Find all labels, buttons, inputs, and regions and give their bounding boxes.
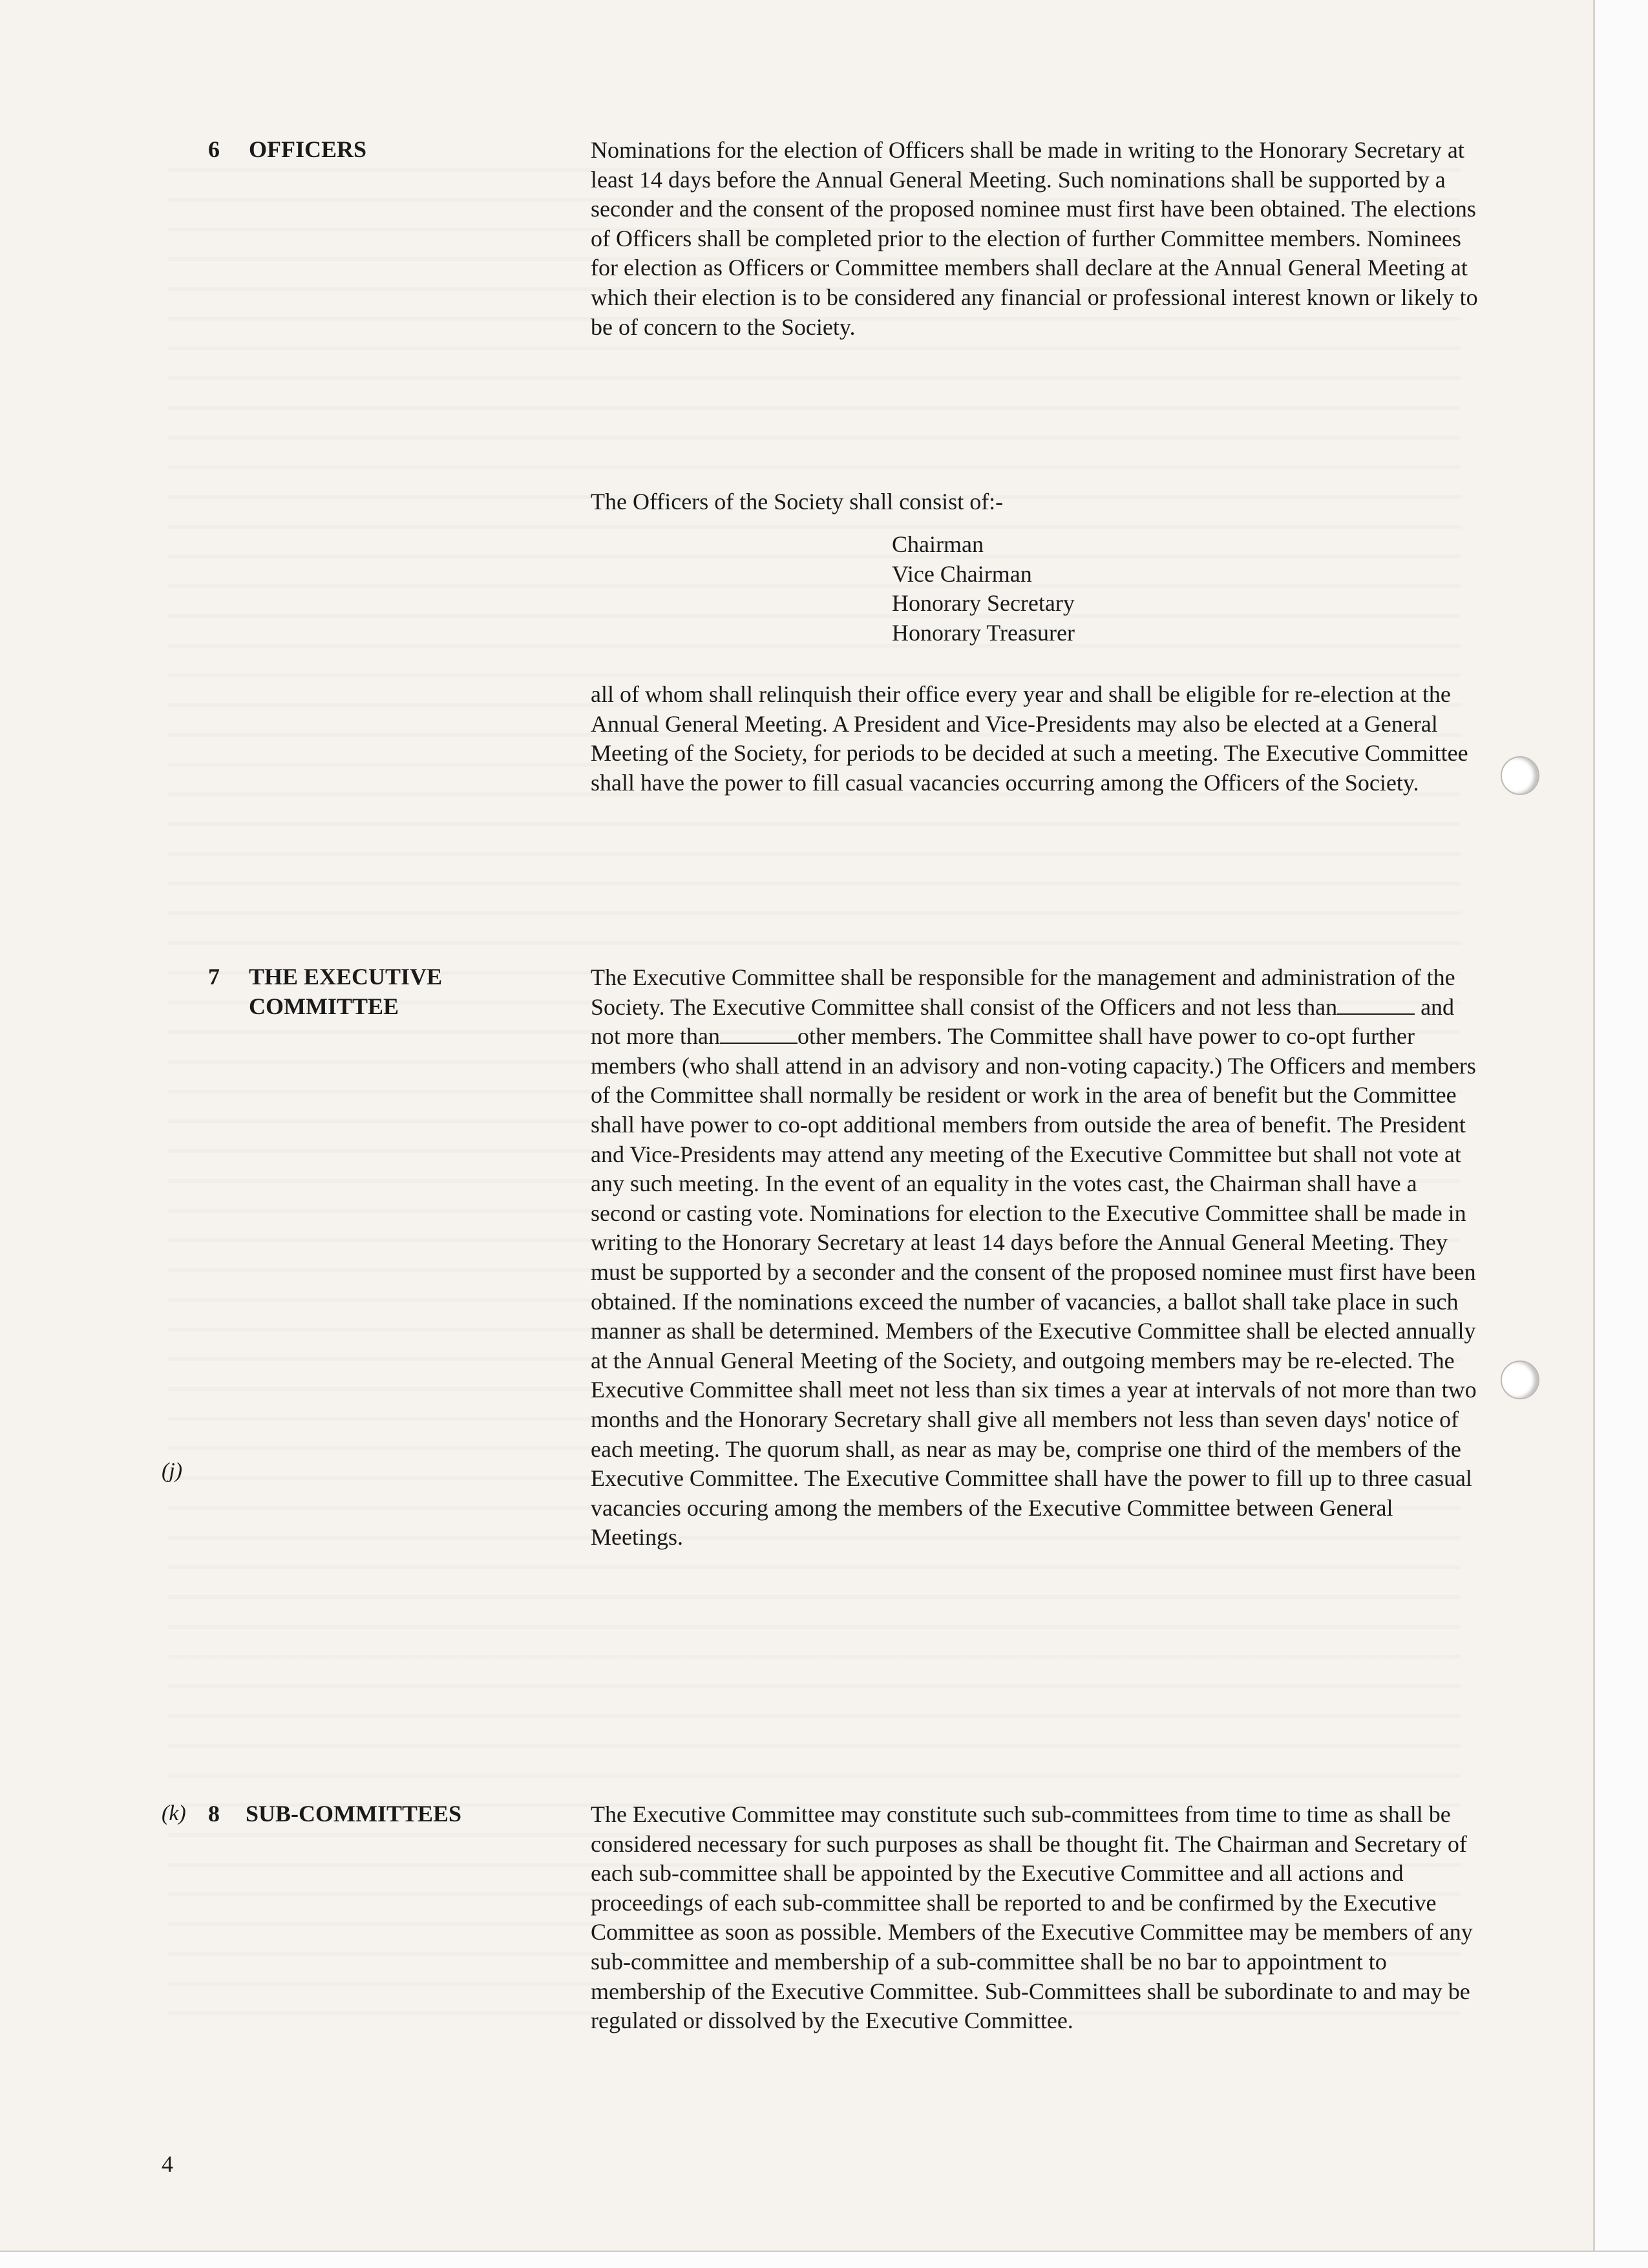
- officer-item: Vice Chairman: [892, 560, 1032, 587]
- page-edge: [1593, 0, 1648, 2267]
- section-number: 7: [208, 964, 220, 990]
- officers-paragraph-1: Nominations for the election of Officers shall be made in writing to the Honorary Secretary at least 14 days before the Annual General Meeting. Such nominations shall be supported by a seconder and the consent of the proposed nominee must first have been obtained. The elections of Officers shall be completed prior to the election of further Committee members. Nominees for election as Officers or Committee members shall declare at the Annual General Meeting at which their election is to be considered any financial or professional interest known or likely to be of concern to the Society.: [591, 137, 1478, 340]
- section-title: OFFICERS: [249, 136, 367, 162]
- officers-list-intro: The Officers of the Society shall consist of:-: [591, 489, 1004, 514]
- section-number: 8: [208, 1801, 220, 1827]
- section-title-line: COMMITTEE: [249, 993, 399, 1019]
- executive-text-part: other members. The Committee shall have power to co-opt further members (who shall attend in an advisory and non-voting capacity.) The Officers and members of the Committee shall normally be resident or work in the area of benefit but the Committee shall have power to co-opt additional members from outside the area of benefit. The President and Vice-Presidents may attend any meeting of the Executive Committee but shall not vote at any such meeting. In the event of an equality in the votes cast, the Chairman shall have a second or casting vote. Nominations for election to the Executive Committee shall be made in writing to the Honorary Secretary at least 14 days before the Annual General Meeting. They must be supported by a seconder and the consent of the proposed nominee must first have been obtained. If the nominations exceed the number of vacancies, a ballot shall take place in such manner as shall be determined. Members of the Executive Committee shall be elected annually at the Annual General Meeting of the Society, and outgoing members may be re-elected. The Executive Committee shall meet not less than six times a year at intervals of not more than two months and the Honorary Secretary shall give all members not less than seven days' notice of each meeting. The quorum shall, as near as may be, comprise one third of the members of the Executive Committee. The Executive Committee shall have the power to fill up to three casual vacancies occuring among the members of the Executive Committee between General Meetings.: [591, 1023, 1477, 1551]
- executive-text-part: and not more than: [591, 993, 1455, 1050]
- officers-list: [892, 530, 1075, 648]
- margin-label: (j): [162, 1459, 183, 1483]
- punch-hole: [1501, 1361, 1539, 1399]
- blank-line: [720, 1023, 798, 1044]
- punch-hole: [1501, 756, 1539, 795]
- blank-line: [1337, 994, 1415, 1015]
- executive-text-part: The Executive Committee shall be responsible for the management and administration of the Society. The Executive Committee shall consist of the Officers and not less than: [591, 964, 1455, 1020]
- officer-item: Chairman: [892, 531, 984, 557]
- section-title: SUB-COMMITTEES: [246, 1801, 462, 1827]
- section-title: [249, 962, 507, 1021]
- officer-item: Honorary Treasurer: [892, 619, 1075, 646]
- executive-paragraph: [591, 963, 1484, 1553]
- section-title-line: THE EXECUTIVE: [249, 964, 443, 990]
- page-bottom-edge: [0, 2251, 1648, 2268]
- page-number: 4: [162, 2151, 173, 2177]
- officers-paragraph-2: all of whom shall relinquish their office every year and shall be eligible for re-election at the Annual General Meeting. A President and Vice-Presidents may also be elected at a General Meeting of the Society, for periods to be decided at such a meeting. The Executive Committee shall have the power to fill casual vacancies occurring among the Officers of the Society.: [591, 681, 1468, 796]
- officer-item: Honorary Secretary: [892, 590, 1075, 617]
- section-number: 6: [208, 136, 220, 162]
- margin-label: (k): [162, 1801, 186, 1825]
- sub-committees-paragraph: The Executive Committee may constitute such sub-committees from time to time as shall be considered necessary for such purposes as shall be thought fit. The Chairman and Secretary of each sub-committee shall be appointed by the Executive Committee and all actions and proceedings of each sub-committee shall be reported to and be confirmed by the Executive Committee as soon as possible. Members of the Executive Committee may be members of any sub-committee and membership of a sub-committee shall be no bar to appointment to membership of the Executive Committee. Sub-Committees shall be subordinate to and may be regulated or dissolved by the Executive Committee.: [591, 1801, 1473, 2034]
